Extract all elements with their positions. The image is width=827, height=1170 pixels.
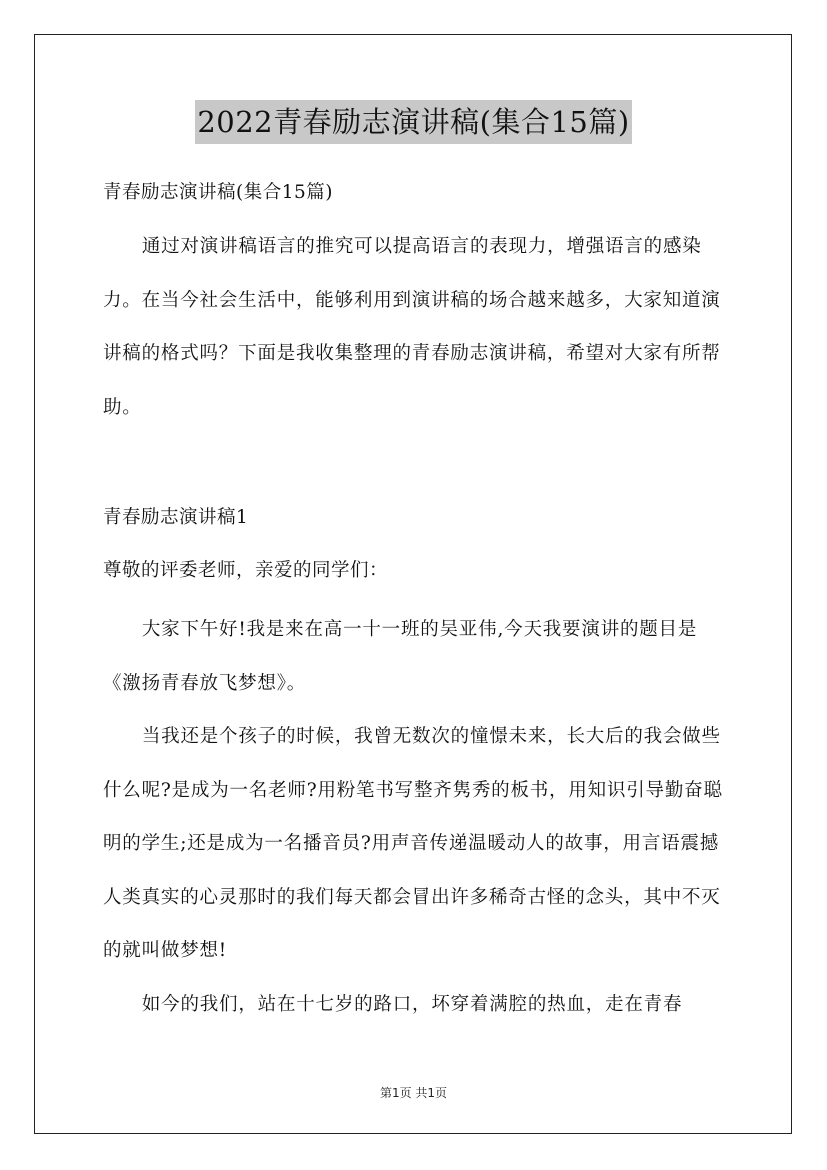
document-title: 2022青春励志演讲稿(集合15篇) [195, 100, 631, 144]
speech-body [103, 603, 725, 1031]
intro-block [103, 220, 725, 434]
speech-paragraph-3: 如今的我们，站在十七岁的路口，坏穿着满腔的热血，走在青春 [141, 993, 683, 1015]
greeting-line: 尊敬的评委老师，亲爱的同学们： [103, 560, 389, 581]
speech-paragraph-1: 大家下午好!我是来在高一十一班的吴亚伟,今天我要演讲的题目是《激扬青春放飞梦想》。 [103, 619, 698, 694]
speech-paragraph-2: 当我还是个孩子的时候，我曾无数次的憧憬未来，长大后的我会做些什么呢?是成为一名老师?用粉笔书写整齐隽秀的板书，用知识引导勤奋聪明的学生;还是成为一名播音员?用声音传递温暖动人的故事，用言语震撼人类真实的心灵那时的我们每天都会冒出许多稀奇古怪的念头，其中不灭的就叫做梦想! [103, 726, 723, 961]
section-heading: 青春励志演讲稿1 [103, 507, 249, 528]
intro-paragraph: 通过对演讲稿语言的推究可以提高语言的表现力，增强语言的感染力。在当今社会生活中，能够利用到演讲稿的场合越来越多，大家知道演讲稿的格式吗？下面是我收集整理的青春励志演讲稿，希望对大家有所帮助。 [103, 236, 721, 418]
page-number: 第1页 共1页 [379, 1086, 448, 1100]
title-container [0, 100, 827, 144]
document-subtitle: 青春励志演讲稿(集合15篇) [103, 182, 333, 203]
page-footer [0, 1084, 827, 1101]
